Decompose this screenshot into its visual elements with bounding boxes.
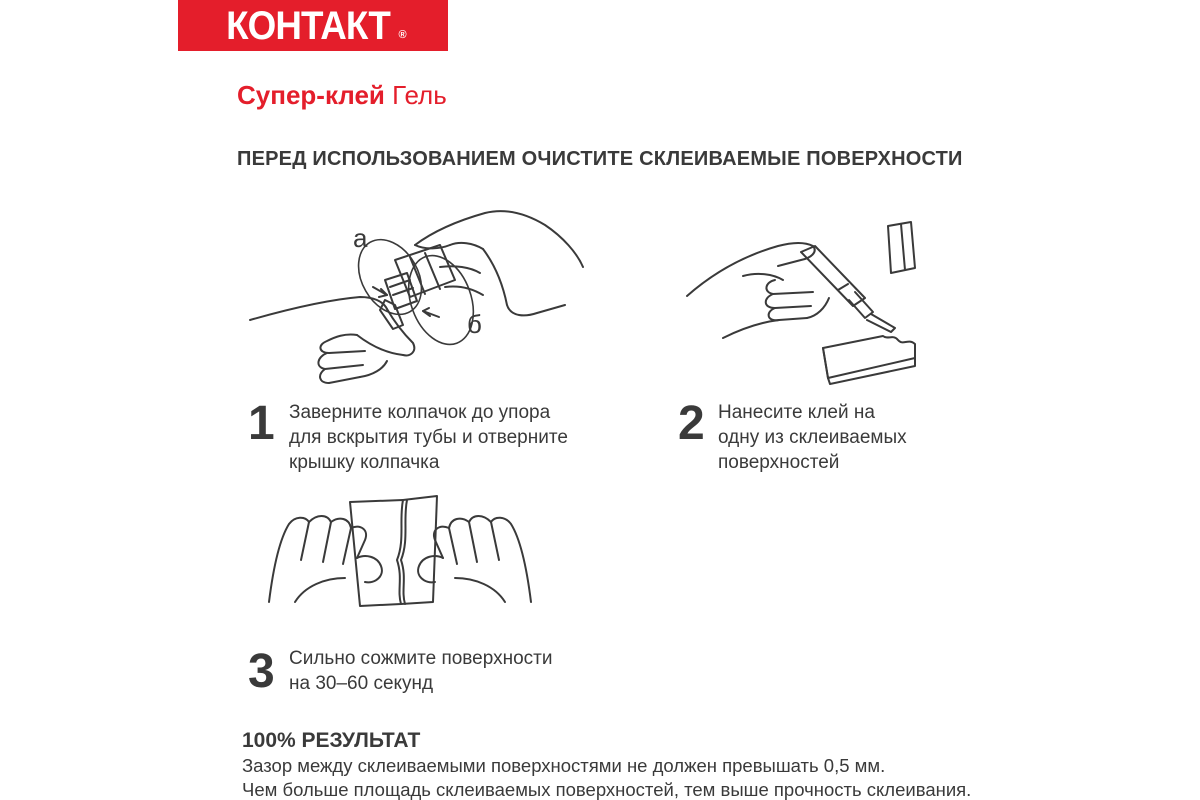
- hand-applying-glue-icon: [683, 218, 918, 388]
- product-name: [237, 80, 447, 110]
- registered-mark: ®: [398, 28, 407, 41]
- hands-pressing-surfaces-icon: [265, 490, 535, 610]
- step-3-line-1: Сильно сожмите поверхности: [289, 648, 553, 669]
- label-a: а: [353, 223, 368, 253]
- result-line-2: Чем больше площадь склеиваемых поверхностей, тем выше прочность склеивания.: [242, 779, 972, 800]
- step-1-number: 1: [248, 397, 275, 450]
- step-3-line-2: на 30–60 секунд: [289, 673, 434, 694]
- label-b: б: [467, 309, 482, 339]
- result-text: [242, 754, 971, 800]
- result-line-1: Зазор между склеиваемыми поверхностями не должен превышать 0,5 мм.: [242, 755, 886, 776]
- step-2-line-3: поверхностей: [718, 452, 840, 473]
- step-1-text: [289, 400, 568, 475]
- hand-twisting-tube-cap-icon: [245, 205, 590, 390]
- step-2-number: 2: [678, 397, 705, 450]
- step-1-line-2: для вскрытия тубы и отверните: [289, 427, 568, 448]
- logo-text: КОНТАКТ: [226, 3, 391, 48]
- result-title: 100% РЕЗУЛЬТАТ: [242, 729, 421, 752]
- step-1-line-1: Заверните колпачок до упора: [289, 402, 551, 423]
- product-name-bold: Супер-клей: [237, 80, 385, 110]
- instruction-title: ПЕРЕД ИСПОЛЬЗОВАНИЕМ ОЧИСТИТЕ СКЛЕИВАЕМЫЕ ПОВЕРХНОСТИ: [237, 148, 963, 170]
- step-2-line-2: одну из склеиваемых: [718, 427, 907, 448]
- step-3-number: 3: [248, 645, 275, 698]
- step-2-text: [718, 400, 907, 475]
- product-name-light: Гель: [392, 80, 447, 110]
- step-3-text: [289, 646, 552, 696]
- step-2-line-1: Нанесите клей на: [718, 402, 875, 423]
- step-1-line-3: крышку колпачка: [289, 452, 440, 473]
- brand-logo: [178, 0, 448, 51]
